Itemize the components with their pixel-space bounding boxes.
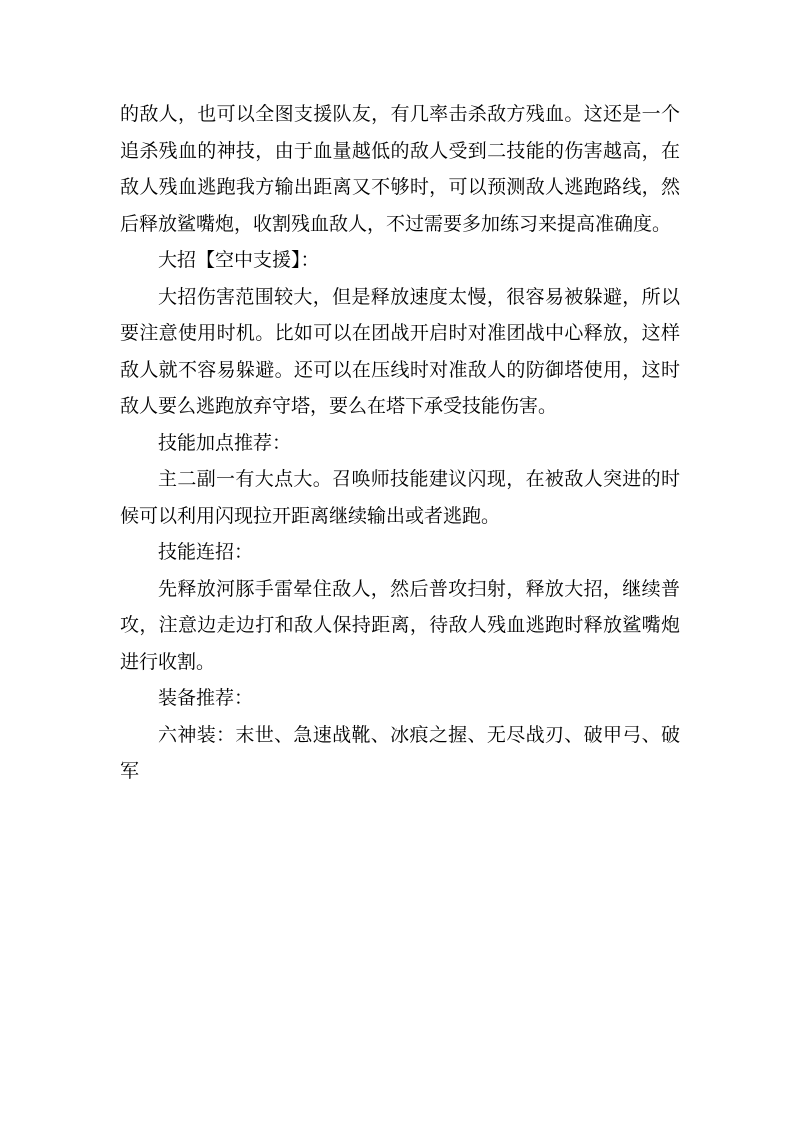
paragraph-skill-points: 主二副一有大点大。召唤师技能建议闪现，在被敌人突进的时候可以利用闪现拉开距离继续输出或者逃跑。	[120, 468, 680, 527]
document-body	[120, 96, 680, 790]
paragraph-continuation: 的敌人，也可以全图支援队友，有几率击杀敌方残血。这还是一个追杀残血的神技，由于血量越低的敌人受到二技能的伤害越高，在敌人残血逃跑我方输出距离又不够时，可以预测敌人逃跑路线，然后释放鲨嘴炮，收割残血敌人，不过需要多加练习来提高准确度。	[120, 103, 680, 235]
paragraph-ultimate: 大招伤害范围较大，但是释放速度太慢，很容易被躲避，所以要注意使用时机。比如可以在团战开启时对准团战中心释放，这样敌人就不容易躲避。还可以在压线时对准敌人的防御塔使用，这时敌人要么逃跑放弃守塔，要么在塔下承受技能伤害。	[120, 285, 680, 417]
paragraph-equipment: 六神装：末世、急速战靴、冰痕之握、无尽战刃、破甲弓、破军	[120, 723, 680, 782]
section-heading-skill-points: 技能加点推荐：	[158, 431, 292, 454]
section-heading-equipment: 装备推荐：	[158, 687, 254, 709]
section-heading-combo: 技能连招：	[158, 541, 254, 563]
paragraph-combo: 先释放河豚手雷晕住敌人，然后普攻扫射，释放大招，继续普攻，注意边走边打和敌人保持距离，待敌人残血逃跑时释放鲨嘴炮进行收割。	[120, 577, 680, 673]
section-heading-ultimate: 大招【空中支援】：	[158, 249, 320, 271]
